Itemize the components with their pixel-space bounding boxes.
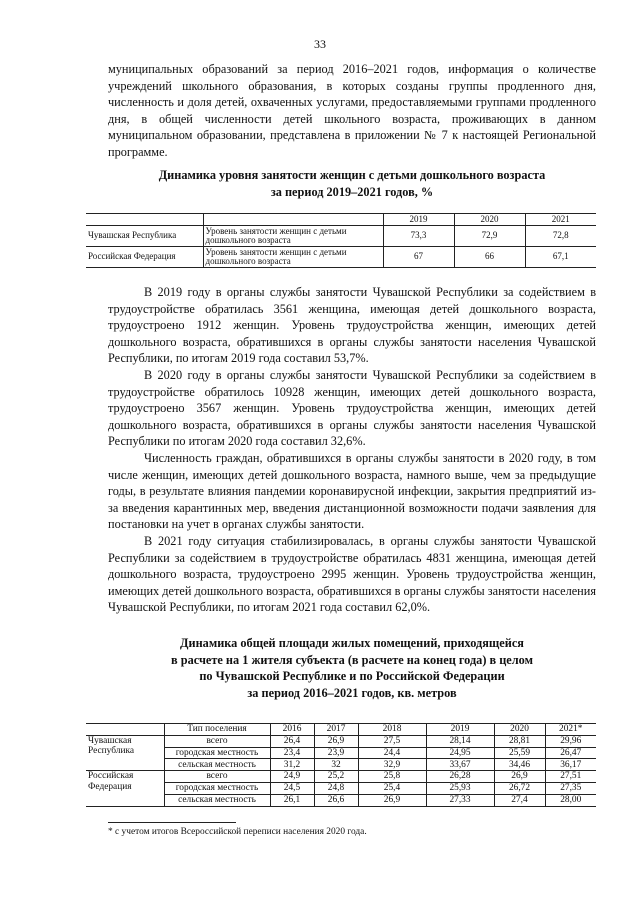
value-cell: 27,4 xyxy=(494,794,545,806)
value-cell: 24,8 xyxy=(314,782,358,794)
value-cell: 26,72 xyxy=(494,782,545,794)
table1-year-header: 2021 xyxy=(525,214,596,226)
table2-header-row xyxy=(86,724,596,736)
footnote-rule xyxy=(108,822,236,823)
value-cell: 24,95 xyxy=(426,747,494,759)
body-paragraph-pandemic: Численность граждан, обратившихся в органы службы занятости в 2020 году, в том числе женщин, имеющих детей дошкольного возраста, намного выше, чем за предыдущие годы, в результате влияния пандемии коронавирусной инфекции, закрытия предприятий из-за введения карантинных мер, введения дистанционной возможности подачи заявления для постановки на учет в органах службы занятости. xyxy=(108,451,596,532)
table2-title xyxy=(108,635,596,701)
value-cell: 24,9 xyxy=(270,771,314,783)
value-cell: 33,67 xyxy=(426,759,494,771)
settlement-type-cell: городская местность xyxy=(164,747,270,759)
value-cell: 25,2 xyxy=(314,771,358,783)
value-cell: 26,9 xyxy=(494,771,545,783)
page-number: 33 xyxy=(314,37,326,51)
value-cell: 28,81 xyxy=(494,735,545,747)
settlement-type-cell: сельская местность xyxy=(164,794,270,806)
indicator-cell: Уровень занятости женщин с детьми дошкольного возраста xyxy=(203,247,383,268)
value-cell: 72,8 xyxy=(525,226,596,247)
settlement-type-cell: сельская местность xyxy=(164,759,270,771)
table2-year-header: 2018 xyxy=(358,724,426,736)
table1-year-header: 2019 xyxy=(383,214,454,226)
value-cell: 23,4 xyxy=(270,747,314,759)
value-cell: 67,1 xyxy=(525,247,596,268)
value-cell: 27,35 xyxy=(545,782,596,794)
value-cell: 27,33 xyxy=(426,794,494,806)
value-cell: 27,51 xyxy=(545,771,596,783)
table2-year-header: 2021* xyxy=(545,724,596,736)
body-paragraph-2021: В 2021 году ситуация стабилизировалась, в органы службы занятости Чувашской Республики за содействием в трудоустройстве обратилась 4831 женщина, имеющая детей дошкольного возраста, трудоустроено 2995 женщин. Уровень трудоустройства женщин, имеющих детей дошкольного возраста, обратившихся в органы службы занятости населения Чувашской Республики, по итогам 2021 года составил 62,0%. xyxy=(108,534,596,615)
table-row xyxy=(86,226,596,247)
table-row xyxy=(86,771,596,783)
region-cell: Чувашская Республика xyxy=(86,226,203,247)
table1-title-line1: Динамика уровня занятости женщин с детьми дошкольного возраста xyxy=(158,168,546,182)
table-row xyxy=(86,735,596,747)
value-cell: 66 xyxy=(454,247,525,268)
value-cell: 26,4 xyxy=(270,735,314,747)
value-cell: 36,17 xyxy=(545,759,596,771)
value-cell: 25,8 xyxy=(358,771,426,783)
settlement-type-header: Тип поселения xyxy=(164,724,270,736)
body-paragraph-2020: В 2020 году в органы службы занятости Чувашской Республики за содействием в трудоустройстве обратилось 10928 женщин, имеющих детей дошкольного возраста, трудоустроено 3567 женщин. Уровень трудоустройства женщин, имеющих детей дошкольного возраста, обратившихся в органы службы занятости населения Чувашской Республики по итогам 2020 года составил 32,6%. xyxy=(108,368,596,449)
value-cell: 25,59 xyxy=(494,747,545,759)
value-cell: 23,9 xyxy=(314,747,358,759)
table1-title xyxy=(108,167,596,200)
settlement-type-cell: всего xyxy=(164,735,270,747)
value-cell: 25,93 xyxy=(426,782,494,794)
body-paragraph-2019: В 2019 году в органы службы занятости Чувашской Республики за содействием в трудоустройстве обратилась 3561 женщина, имеющая детей дошкольного возраста, трудоустроено 1912 женщин. Уровень трудоустройства женщин, имеющих детей дошкольного возраста, обратившихся в органы службы занятости населения Чувашской Республики, по итогам 2019 года составил 53,7%. xyxy=(108,285,596,366)
table2-title-line: Динамика общей площади жилых помещений, приходящейся xyxy=(180,636,524,650)
value-cell: 26,9 xyxy=(314,735,358,747)
value-cell: 67 xyxy=(383,247,454,268)
value-cell: 26,6 xyxy=(314,794,358,806)
value-cell: 27,5 xyxy=(358,735,426,747)
value-cell: 26,1 xyxy=(270,794,314,806)
table1-header-empty xyxy=(203,214,383,226)
region-cell: Российская Федерация xyxy=(86,771,164,806)
value-cell: 73,3 xyxy=(383,226,454,247)
settlement-type-cell: всего xyxy=(164,771,270,783)
table2-header-empty xyxy=(86,724,164,736)
value-cell: 28,14 xyxy=(426,735,494,747)
value-cell: 28,00 xyxy=(545,794,596,806)
value-cell: 31,2 xyxy=(270,759,314,771)
intro-paragraph: муниципальных образований за период 2016–2021 годов, информация о количестве учреждений школьного образования, в которых созданы группы продленного дня, численность и доля детей, охваченных услугами, предоставляемыми группами продленного дня, в общей численности детей школьного возраста, проживающих в данном муниципальном образовании, представлена в приложении № 7 к настоящей Региональной программе. xyxy=(108,62,596,159)
value-cell: 25,4 xyxy=(358,782,426,794)
housing-area-table xyxy=(86,723,596,807)
value-cell: 26,47 xyxy=(545,747,596,759)
value-cell: 32 xyxy=(314,759,358,771)
value-cell: 29,96 xyxy=(545,735,596,747)
value-cell: 26,9 xyxy=(358,794,426,806)
value-cell: 34,46 xyxy=(494,759,545,771)
table2-title-line: по Чувашской Республике и по Российской Федерации xyxy=(199,669,505,684)
table1-year-header: 2020 xyxy=(454,214,525,226)
table2-title-line: за период 2016–2021 годов, кв. метров xyxy=(247,685,457,700)
value-cell: 26,28 xyxy=(426,771,494,783)
table-row xyxy=(86,247,596,268)
footnote: * с учетом итогов Всероссийской переписи населения 2020 года. xyxy=(108,827,367,837)
table1-header-row xyxy=(86,214,596,226)
value-cell: 24,5 xyxy=(270,782,314,794)
indicator-cell: Уровень занятости женщин с детьми дошкольного возраста xyxy=(203,226,383,247)
region-cell: Российская Федерация xyxy=(86,247,203,268)
table2-year-header: 2016 xyxy=(270,724,314,736)
table1-title-line2: за период 2019–2021 годов, % xyxy=(270,184,434,199)
table1-header-empty xyxy=(86,214,203,226)
employment-table xyxy=(86,213,596,268)
value-cell: 72,9 xyxy=(454,226,525,247)
table2-year-header: 2019 xyxy=(426,724,494,736)
region-cell: Чувашская Республика xyxy=(86,735,164,770)
table2-year-header: 2017 xyxy=(314,724,358,736)
value-cell: 24,4 xyxy=(358,747,426,759)
value-cell: 32,9 xyxy=(358,759,426,771)
settlement-type-cell: городская местность xyxy=(164,782,270,794)
table2-year-header: 2020 xyxy=(494,724,545,736)
table2-title-line: в расчете на 1 жителя субъекта (в расчете на конец года) в целом xyxy=(171,652,533,667)
